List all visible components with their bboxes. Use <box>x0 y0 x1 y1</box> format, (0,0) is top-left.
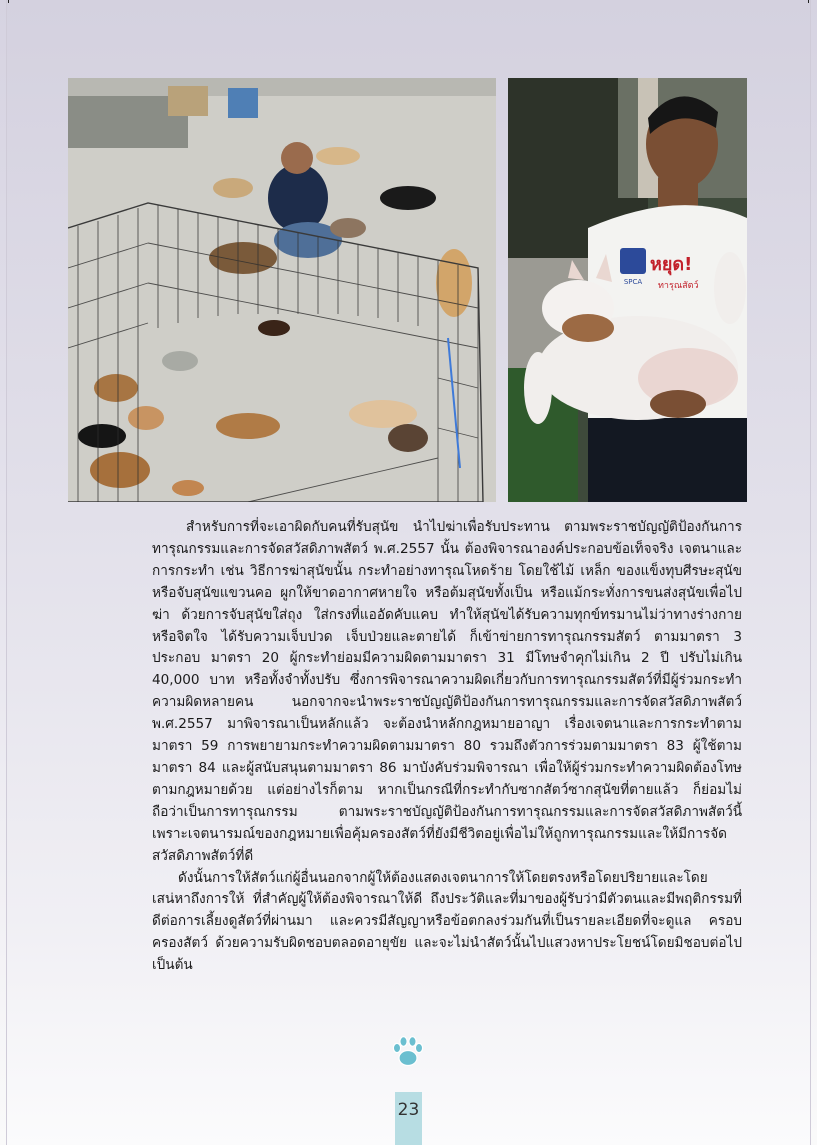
page-edge-right <box>810 0 811 1145</box>
shirt-slogan-text: หยุด! <box>650 254 693 275</box>
photo-dogs-playpen-illustration <box>68 78 496 502</box>
crop-mark-left <box>8 0 9 3</box>
shirt-slogan-subtext: ทารุณสัตว์ <box>658 281 699 291</box>
photo-man-holding-dog-illustration <box>508 78 747 502</box>
body-paragraph-1: สำหรับการที่จะเอาผิดกับคนที่รับสุนัข นำไปฆ่าเพื่อรับประทาน ตามพระราชบัญญัติป้องกันการทารุณกรรมและการจัดสวัสดิภาพสัตว์ พ.ศ.2557 นั้น ต้องพิจารณาองค์ประกอบข้อเท็จจริง เจตนาและการกระทำ เช่น วิธีการฆ่าสุนัขนั้น กระทำอย่างทารุณโหดร้าย โดยใช้ไม้ เหล็ก ของแข็งทุบศีรษะสุนัข หรือจับสุนัขแขวนคอ ผูกให้ขาดอากาศหายใจ หรือต้มสุนัขทั้งเป็น หรือแม้กระทั่งการขนส่งสุนัขเพื่อไปฆ่า ด้วยการจับสุนัขใส่ถุง ใส่กรงที่แออัดคับแคบ ทำให้สุนัขได้รับความทุกข์ทรมานไม่ว่าทางร่างกาย หรือจิตใจ ได้รับความเจ็บปวด เจ็บป่วยและตายได้ ก็เข้าข่ายการทารุณกรรมสัตว์ ตามมาตรา 3 ประกอบ มาตรา 20 ผู้กระทำย่อมมีความผิดตามมาตรา 31 มีโทษจำคุกไม่เกิน 2 ปี ปรับไม่เกิน 40,000 บาท หรือทั้งจำทั้งปรับ ซึ่งการพิจารณาความผิดเกี่ยวกับการทารุณกรรมสัตว์ที่มีผู้ร่วมกระทำความผิดหลายคน นอกจากจะนำพระราชบัญญัติป้องกันการทารุณกรรมและการจัดสวัสดิภาพสัตว์ พ.ศ.2557 มาพิจารณาเป็นหลักแล้ว จะต้องนำหลักกฎหมายอาญา เรื่องเจตนาและการกระทำตามมาตรา 59 การพยายามกระทำความผิดตามมาตรา 80 รวมถึงตัวการร่วมตามมาตรา 83 ผู้ใช้ตามมาตรา 84 และผู้สนับสนุนตามมาตรา 86 มาบังคับร่วมพิจารณา เพื่อให้ผู้ร่วมกระทำความผิดต้องโทษตามกฎหมายด้วย แต่อย่างไรก็ตาม หากเป็นกรณีที่กระทำกับซากสัตว์ซากสุนัขที่ตายแล้ว ก็ย่อมไม่ถือว่าเป็นการทารุณกรรม ตามพระราชบัญญัติป้องกันการทารุณกรรมและการจัดสวัสดิภาพสัตว์นี้ เพราะเจตนารมณ์ของกฎหมายเพื่อคุ้มครองสัตว์ที่ยังมีชีวิตอยู่เพื่อไม่ให้ถูกทารุณกรรมและให้มีการจัดสวัสดิภาพสัตว์ที่ดี <box>152 519 742 864</box>
photo-man-holding-dog <box>508 78 747 502</box>
body-paragraph-2: ดังนั้นการให้สัตว์แก่ผู้อื่นนอกจากผู้ให้ต้องแสดงเจตนาการให้โดยตรงหรือโดยปริยายและโดยเสน่หาถึงการให้ ที่สำคัญผู้ให้ต้องพิจารณาให้ดี ถึงประวัติและที่มาของผู้รับว่ามีตัวตนและมีพฤติกรรมที่ดีต่อการเลี้ยงดูสัตว์ที่ผ่านมา และควรมีสัญญาหรือข้อตกลงร่วมกันที่เป็นรายละเอียดที่จะดูแล ครอบครองสัตว์ ด้วยความรับผิดชอบตลอดอายุขัย และจะไม่นำสัตว์นั้นไปแสวงหาประโยชน์โดยมิชอบต่อไป เป็นต้น <box>152 869 742 974</box>
article-body <box>152 517 742 977</box>
photo-dogs-playpen <box>68 78 496 502</box>
page-number: 23 <box>397 1100 420 1120</box>
shirt-logo-text: SPCA <box>623 278 643 286</box>
crop-mark-right <box>808 0 809 3</box>
page-edge-left <box>6 0 7 1145</box>
paw-print-icon <box>390 1033 426 1069</box>
